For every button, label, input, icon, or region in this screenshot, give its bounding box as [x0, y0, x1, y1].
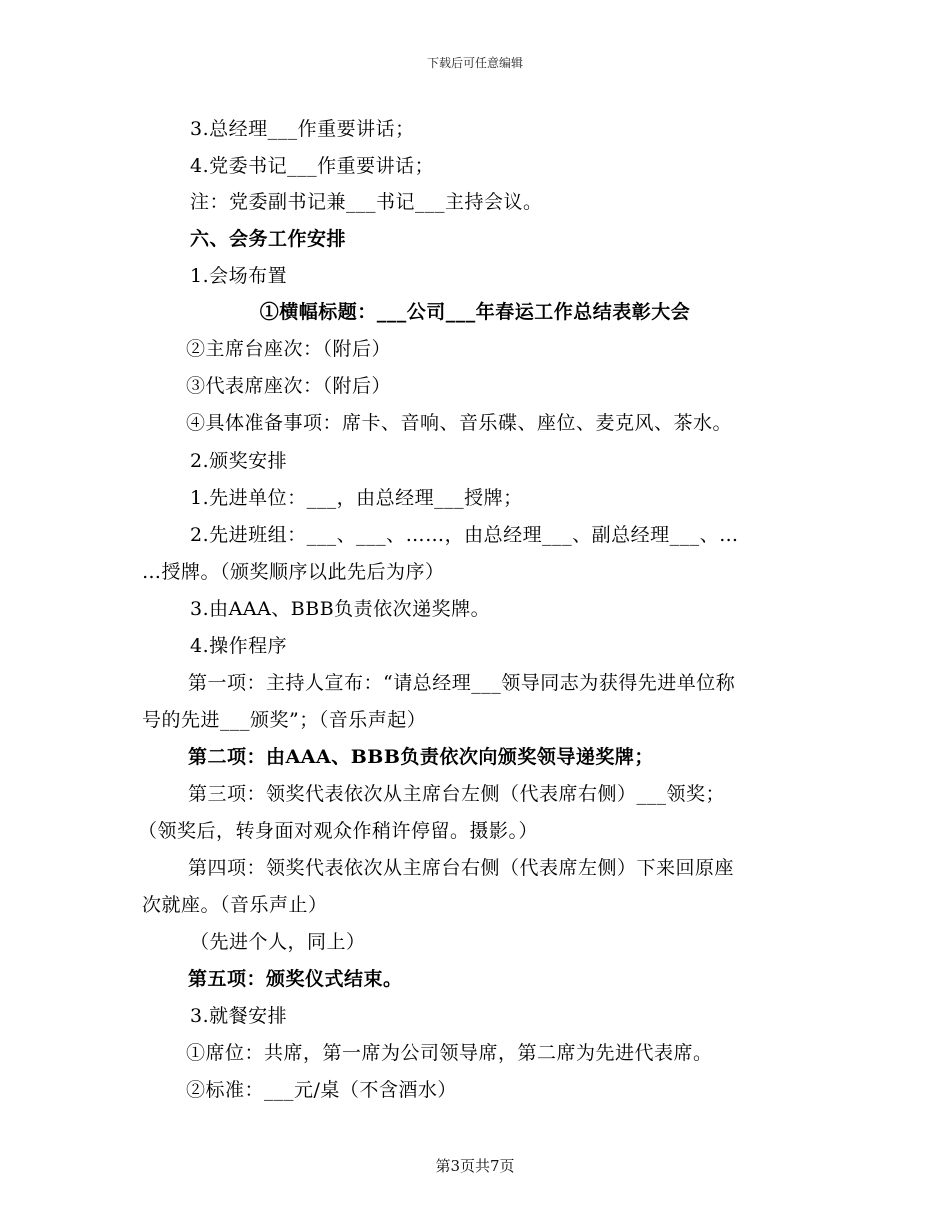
- section-heading: 六、会务工作安排: [190, 228, 347, 250]
- text-line: 次就座。（音乐声止）: [142, 894, 328, 916]
- text-line: 3.由AAA、BBB负责依次递奖牌。: [190, 598, 491, 620]
- banner-title-line: ①横幅标题：___公司___年春运工作总结表彰大会: [259, 301, 691, 323]
- text-line: …授牌。（颁奖顺序以此先后为序）: [142, 561, 445, 583]
- text-line: 4.操作程序: [190, 635, 288, 657]
- text-line: 第五项：颁奖仪式结束。: [188, 968, 403, 990]
- subsection-heading: 1.会场布置: [190, 265, 288, 287]
- text-line: 4.党委书记___作重要讲话；: [190, 155, 435, 177]
- page-footer: 第3页共7页: [435, 1157, 515, 1175]
- text-line: 号的先进___颁奖”；（音乐声起）: [142, 709, 427, 731]
- text-line: （领奖后，转身面对观众作稍许停留。摄影。）: [138, 820, 539, 842]
- text-line: （先进个人，同上）: [190, 931, 366, 953]
- text-line: 1.先进单位：___，由总经理___授牌；: [190, 487, 523, 509]
- text-line: ②标准：___元/桌（不含酒水）: [186, 1079, 457, 1101]
- text-line: ②主席台座次：（附后）: [186, 338, 392, 360]
- text-line: 2.先进班组：___、___、……，由总经理___、副总经理___、…: [190, 524, 739, 546]
- subsection-heading: 2.颁奖安排: [190, 450, 288, 472]
- text-line: 第四项：领奖代表依次从主席台右侧（代表席左侧）下来回原座: [188, 857, 735, 879]
- text-line: ①席位：共席，第一席为公司领导席，第二席为先进代表席。: [186, 1042, 713, 1064]
- subsection-heading: 3.就餐安排: [190, 1005, 288, 1027]
- text-line: 第二项：由AAA、BBB负责依次向颁奖领导递奖牌；: [188, 746, 654, 768]
- text-line: 注：党委副书记兼___书记___主持会议。: [190, 191, 543, 213]
- text-line: 3.总经理___作重要讲话；: [190, 118, 415, 140]
- text-line: 第三项：领奖代表依次从主席台左侧（代表席右侧）___领奖；: [188, 783, 726, 805]
- text-line: 第一项：主持人宣布：“请总经理___领导同志为获得先进单位称: [188, 672, 736, 694]
- text-line: ④具体准备事项：席卡、音响、音乐碟、座位、麦克风、茶水。: [186, 412, 733, 434]
- page-header: 下载后可任意编辑: [426, 56, 523, 70]
- text-line: ③代表席座次：（附后）: [186, 375, 392, 397]
